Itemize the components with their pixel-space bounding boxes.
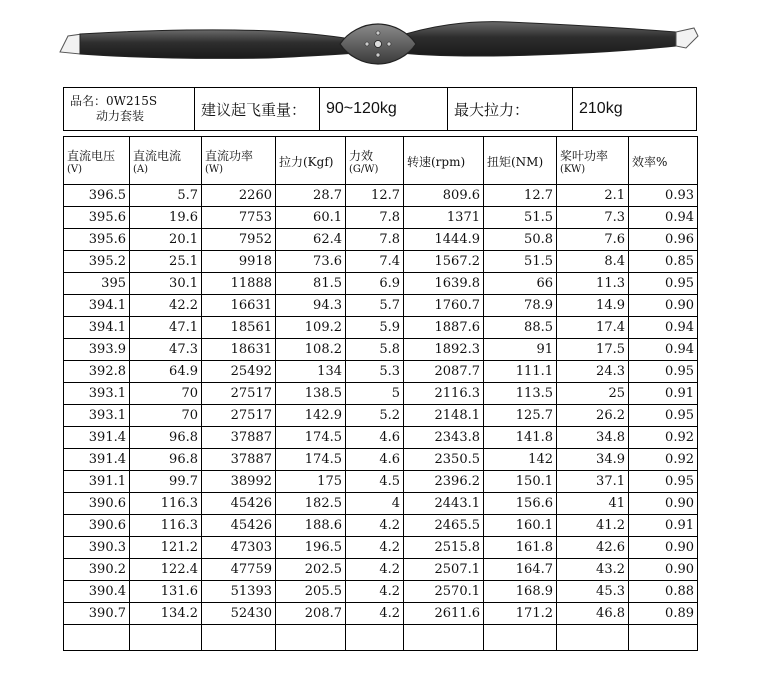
table-row	[64, 449, 698, 471]
table-header-row	[64, 137, 698, 185]
empty-cell	[276, 625, 346, 651]
weight-value: 90~120kg	[320, 88, 448, 131]
table-cell: 188.6	[276, 515, 346, 537]
product-sub-label: 动力套装	[96, 109, 145, 123]
table-cell: 0.93	[629, 185, 698, 207]
table-row	[64, 295, 698, 317]
thrust-value: 210kg	[573, 88, 697, 131]
table-cell: 393.9	[64, 339, 130, 361]
table-cell: 0.94	[629, 339, 698, 361]
table-cell: 390.3	[64, 537, 130, 559]
column-header	[64, 137, 130, 185]
table-cell: 16631	[202, 295, 276, 317]
table-cell: 5.2	[346, 405, 404, 427]
empty-cell	[130, 625, 202, 651]
table-cell: 0.95	[629, 405, 698, 427]
table-cell: 7952	[202, 229, 276, 251]
table-cell: 0.90	[629, 537, 698, 559]
table-cell: 108.2	[276, 339, 346, 361]
table-cell: 2087.7	[404, 361, 484, 383]
column-header-name: 直流功率	[205, 149, 254, 163]
table-cell: 41	[557, 493, 629, 515]
table-cell: 2343.8	[404, 427, 484, 449]
table-cell: 37887	[202, 449, 276, 471]
table-cell: 88.5	[484, 317, 557, 339]
column-header-unit: (W)	[205, 164, 224, 175]
table-cell: 2443.1	[404, 493, 484, 515]
table-cell: 43.2	[557, 559, 629, 581]
table-cell: 174.5	[276, 427, 346, 449]
table-cell: 393.1	[64, 405, 130, 427]
weight-label: 建议起飞重量：	[195, 88, 320, 131]
table-cell: 2507.1	[404, 559, 484, 581]
table-cell: 0.92	[629, 449, 698, 471]
table-cell: 7.8	[346, 207, 404, 229]
table-cell: 47.3	[130, 339, 202, 361]
table-cell: 174.5	[276, 449, 346, 471]
table-cell: 171.2	[484, 603, 557, 625]
table-cell: 116.3	[130, 493, 202, 515]
table-cell: 5.7	[346, 295, 404, 317]
table-cell: 7.4	[346, 251, 404, 273]
table-cell: 0.96	[629, 229, 698, 251]
table-cell: 51.5	[484, 251, 557, 273]
table-cell: 4.2	[346, 603, 404, 625]
table-cell: 390.6	[64, 515, 130, 537]
table-cell: 73.6	[276, 251, 346, 273]
left-blade	[80, 30, 368, 59]
table-cell: 2.1	[557, 185, 629, 207]
table-cell: 161.8	[484, 537, 557, 559]
table-cell: 41.2	[557, 515, 629, 537]
table-cell: 4.6	[346, 449, 404, 471]
right-blade-tip	[676, 28, 698, 48]
table-cell: 64.9	[130, 361, 202, 383]
table-cell: 1639.8	[404, 273, 484, 295]
table-cell: 394.1	[64, 317, 130, 339]
table-cell: 62.4	[276, 229, 346, 251]
table-row	[64, 405, 698, 427]
table-cell: 52430	[202, 603, 276, 625]
table-cell: 96.8	[130, 427, 202, 449]
column-header	[130, 137, 202, 185]
table-cell: 99.7	[130, 471, 202, 493]
table-cell: 205.5	[276, 581, 346, 603]
table-cell: 395	[64, 273, 130, 295]
table-cell: 47759	[202, 559, 276, 581]
table-cell: 12.7	[484, 185, 557, 207]
table-cell: 19.6	[130, 207, 202, 229]
product-label: 品名：0W215S	[70, 94, 158, 108]
column-header-name: 直流电压	[67, 149, 116, 163]
column-header-name: 扭矩(NM)	[487, 155, 544, 169]
table-cell: 11888	[202, 273, 276, 295]
table-cell: 42.2	[130, 295, 202, 317]
table-cell: 141.8	[484, 427, 557, 449]
empty-cell	[64, 625, 130, 651]
table-cell: 0.85	[629, 251, 698, 273]
table-cell: 81.5	[276, 273, 346, 295]
table-cell: 391.4	[64, 449, 130, 471]
table-cell: 6.9	[346, 273, 404, 295]
table-body	[64, 185, 698, 651]
column-header-name: 转速(rpm)	[407, 155, 466, 169]
table-cell: 4.6	[346, 427, 404, 449]
table-cell: 34.8	[557, 427, 629, 449]
table-cell: 2116.3	[404, 383, 484, 405]
table-row	[64, 317, 698, 339]
table-cell: 2515.8	[404, 537, 484, 559]
table-cell: 809.6	[404, 185, 484, 207]
column-header-name: 直流电流	[133, 149, 182, 163]
table-cell: 175	[276, 471, 346, 493]
table-cell: 109.2	[276, 317, 346, 339]
table-cell: 0.90	[629, 559, 698, 581]
table-cell: 396.5	[64, 185, 130, 207]
empty-cell	[202, 625, 276, 651]
table-row	[64, 361, 698, 383]
left-blade-tip	[60, 34, 82, 54]
table-cell: 125.7	[484, 405, 557, 427]
table-cell: 390.4	[64, 581, 130, 603]
table-cell: 2396.2	[404, 471, 484, 493]
hub-center-hole	[375, 41, 382, 48]
table-cell: 27517	[202, 383, 276, 405]
table-cell: 47.1	[130, 317, 202, 339]
table-cell: 390.2	[64, 559, 130, 581]
table-cell: 25492	[202, 361, 276, 383]
table-cell: 42.6	[557, 537, 629, 559]
table-cell: 0.94	[629, 207, 698, 229]
column-header-unit: (V)	[67, 164, 83, 175]
table-row	[64, 493, 698, 515]
table-cell: 393.1	[64, 383, 130, 405]
thrust-label: 最大拉力：	[448, 88, 573, 131]
table-cell: 2350.5	[404, 449, 484, 471]
table-cell: 1892.3	[404, 339, 484, 361]
table-cell: 51393	[202, 581, 276, 603]
table-cell: 2148.1	[404, 405, 484, 427]
table-cell: 2465.5	[404, 515, 484, 537]
table-cell: 208.7	[276, 603, 346, 625]
table-cell: 1444.9	[404, 229, 484, 251]
table-cell: 26.2	[557, 405, 629, 427]
table-cell: 18561	[202, 317, 276, 339]
table-cell: 5	[346, 383, 404, 405]
table-row	[64, 427, 698, 449]
table-cell: 0.91	[629, 515, 698, 537]
column-header	[276, 137, 346, 185]
table-cell: 9918	[202, 251, 276, 273]
table-cell: 0.89	[629, 603, 698, 625]
table-row	[64, 471, 698, 493]
table-cell: 142.9	[276, 405, 346, 427]
table-cell: 0.95	[629, 361, 698, 383]
empty-cell	[346, 625, 404, 651]
table-cell: 91	[484, 339, 557, 361]
column-header-name: 桨叶功率	[560, 149, 609, 163]
table-row	[64, 603, 698, 625]
table-cell: 18631	[202, 339, 276, 361]
table-cell: 134	[276, 361, 346, 383]
table-cell: 4	[346, 493, 404, 515]
table-row	[64, 383, 698, 405]
table-cell: 70	[130, 383, 202, 405]
table-cell: 0.92	[629, 427, 698, 449]
column-header	[404, 137, 484, 185]
empty-cell	[629, 625, 698, 651]
column-header-unit: (G/W)	[349, 164, 379, 175]
table-row	[64, 559, 698, 581]
table-cell: 134.2	[130, 603, 202, 625]
table-cell: 0.95	[629, 471, 698, 493]
table-cell: 60.1	[276, 207, 346, 229]
table-cell: 394.1	[64, 295, 130, 317]
table-cell: 17.5	[557, 339, 629, 361]
product-cell	[64, 88, 195, 131]
table-row	[64, 515, 698, 537]
table-cell: 11.3	[557, 273, 629, 295]
table-cell: 47303	[202, 537, 276, 559]
column-header	[629, 137, 698, 185]
empty-row	[64, 625, 698, 651]
table-cell: 4.2	[346, 581, 404, 603]
column-header-unit: (A)	[133, 164, 149, 175]
table-cell: 46.8	[557, 603, 629, 625]
table-cell: 0.91	[629, 383, 698, 405]
table-cell: 156.6	[484, 493, 557, 515]
table-cell: 1371	[404, 207, 484, 229]
table-cell: 196.5	[276, 537, 346, 559]
table-cell: 131.6	[130, 581, 202, 603]
table-cell: 7.8	[346, 229, 404, 251]
table-cell: 8.4	[557, 251, 629, 273]
table-cell: 28.7	[276, 185, 346, 207]
table-cell: 78.9	[484, 295, 557, 317]
table-cell: 182.5	[276, 493, 346, 515]
table-cell: 395.6	[64, 229, 130, 251]
table-cell: 0.90	[629, 493, 698, 515]
table-cell: 1760.7	[404, 295, 484, 317]
table-cell: 150.1	[484, 471, 557, 493]
table-cell: 45426	[202, 515, 276, 537]
table-cell: 25	[557, 383, 629, 405]
table-cell: 2611.6	[404, 603, 484, 625]
table-cell: 7.3	[557, 207, 629, 229]
table-row	[64, 339, 698, 361]
info-table	[63, 87, 697, 131]
table-cell: 45426	[202, 493, 276, 515]
table-cell: 38992	[202, 471, 276, 493]
table-cell: 51.5	[484, 207, 557, 229]
table-cell: 70	[130, 405, 202, 427]
table-cell: 202.5	[276, 559, 346, 581]
table-cell: 4.5	[346, 471, 404, 493]
table-cell: 0.88	[629, 581, 698, 603]
table-cell: 27517	[202, 405, 276, 427]
performance-table	[63, 136, 698, 651]
table-cell: 390.6	[64, 493, 130, 515]
table-cell: 12.7	[346, 185, 404, 207]
table-cell: 0.94	[629, 317, 698, 339]
table-cell: 30.1	[130, 273, 202, 295]
column-header-name: 效率%	[632, 155, 668, 169]
table-cell: 160.1	[484, 515, 557, 537]
right-blade	[393, 22, 676, 56]
table-cell: 395.2	[64, 251, 130, 273]
table-cell: 0.95	[629, 273, 698, 295]
table-cell: 4.2	[346, 559, 404, 581]
table-cell: 96.8	[130, 449, 202, 471]
table-row	[64, 273, 698, 295]
table-cell: 122.4	[130, 559, 202, 581]
table-cell: 121.2	[130, 537, 202, 559]
table-cell: 37887	[202, 427, 276, 449]
table-cell: 395.6	[64, 207, 130, 229]
table-cell: 34.9	[557, 449, 629, 471]
table-cell: 37.1	[557, 471, 629, 493]
table-cell: 391.1	[64, 471, 130, 493]
propeller-image	[58, 14, 703, 74]
table-cell: 7.6	[557, 229, 629, 251]
table-row	[64, 251, 698, 273]
table-cell: 5.8	[346, 339, 404, 361]
column-header	[202, 137, 276, 185]
table-cell: 14.9	[557, 295, 629, 317]
table-cell: 5.3	[346, 361, 404, 383]
table-cell: 66	[484, 273, 557, 295]
table-cell: 4.2	[346, 537, 404, 559]
table-cell: 111.1	[484, 361, 557, 383]
table-cell: 7753	[202, 207, 276, 229]
column-header	[557, 137, 629, 185]
table-cell: 168.9	[484, 581, 557, 603]
table-cell: 4.2	[346, 515, 404, 537]
table-cell: 138.5	[276, 383, 346, 405]
table-cell: 24.3	[557, 361, 629, 383]
table-cell: 2570.1	[404, 581, 484, 603]
empty-cell	[557, 625, 629, 651]
table-cell: 5.9	[346, 317, 404, 339]
table-row	[64, 229, 698, 251]
column-header	[484, 137, 557, 185]
table-cell: 1567.2	[404, 251, 484, 273]
table-cell: 45.3	[557, 581, 629, 603]
table-cell: 2260	[202, 185, 276, 207]
table-cell: 1887.6	[404, 317, 484, 339]
table-cell: 392.8	[64, 361, 130, 383]
table-cell: 391.4	[64, 427, 130, 449]
table-cell: 0.90	[629, 295, 698, 317]
table-row	[64, 207, 698, 229]
table-cell: 50.8	[484, 229, 557, 251]
empty-cell	[404, 625, 484, 651]
table-row	[64, 537, 698, 559]
table-row	[64, 581, 698, 603]
column-header-name: 拉力(Kgf)	[279, 155, 334, 169]
table-cell: 17.4	[557, 317, 629, 339]
table-cell: 5.7	[130, 185, 202, 207]
table-cell: 164.7	[484, 559, 557, 581]
table-cell: 390.7	[64, 603, 130, 625]
table-cell: 94.3	[276, 295, 346, 317]
column-header	[346, 137, 404, 185]
table-cell: 116.3	[130, 515, 202, 537]
column-header-unit: (KW)	[560, 164, 586, 175]
table-cell: 20.1	[130, 229, 202, 251]
table-cell: 113.5	[484, 383, 557, 405]
column-header-name: 力效	[349, 149, 374, 163]
table-cell: 25.1	[130, 251, 202, 273]
table-cell: 142	[484, 449, 557, 471]
table-row	[64, 185, 698, 207]
empty-cell	[484, 625, 557, 651]
